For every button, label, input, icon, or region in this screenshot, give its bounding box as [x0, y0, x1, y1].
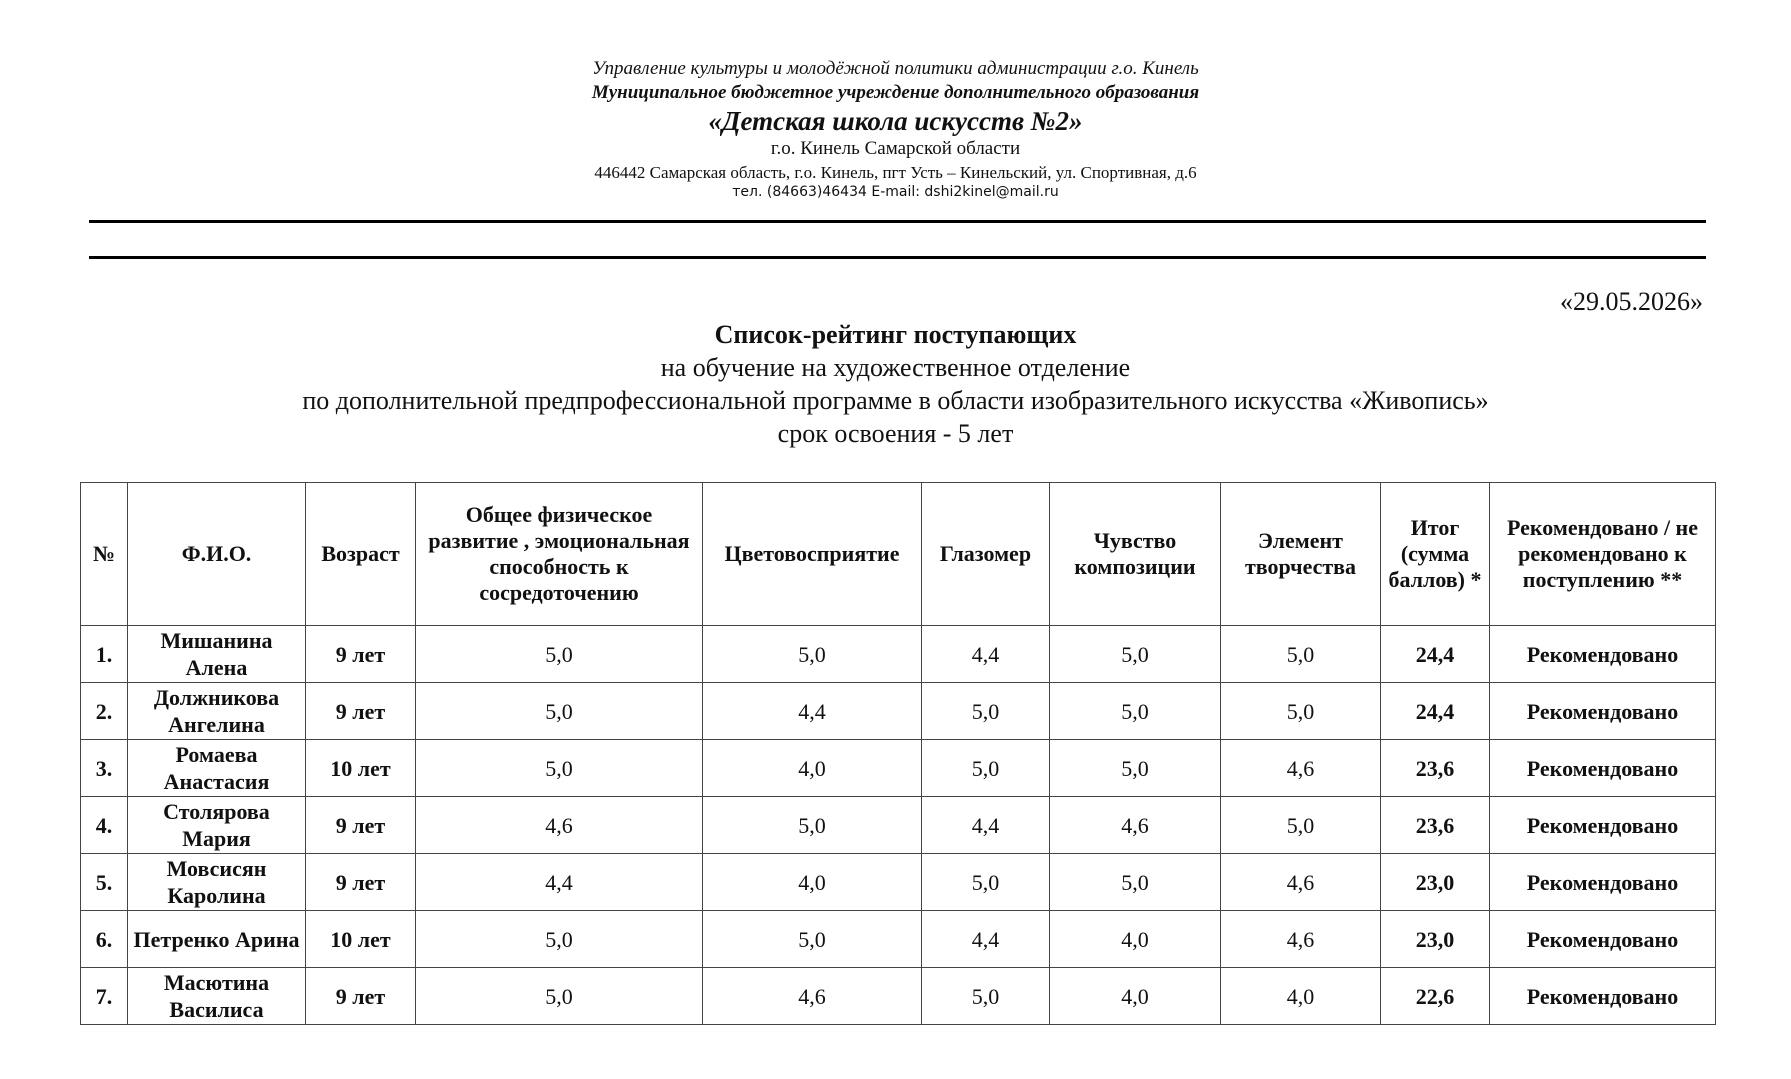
row-recommendation: Рекомендовано: [1490, 854, 1716, 911]
row-composition-score: 5,0: [1050, 854, 1221, 911]
row-creativity-score: 4,6: [1221, 740, 1381, 797]
document-subtitle-department: на обучение на художественное отделение: [660, 353, 1131, 382]
row-recommendation: Рекомендовано: [1490, 683, 1716, 740]
col-header-physical: Общее физическое развитие , эмоциональная способность к сосредоточению: [416, 483, 703, 626]
row-number: 5.: [81, 854, 128, 911]
row-eye-score: 4,4: [922, 911, 1050, 968]
table-row: [81, 968, 1716, 1025]
row-eye-score: 4,4: [922, 797, 1050, 854]
row-physical-score: 5,0: [416, 968, 703, 1025]
header-divider-bottom: [89, 256, 1706, 259]
row-fio: Столярова Мария: [128, 797, 306, 854]
col-header-recommendation: Рекомендовано / не рекомендовано к поступлению **: [1490, 483, 1716, 626]
row-age: 9 лет: [306, 683, 416, 740]
rating-table: [80, 482, 1716, 1025]
row-number: 7.: [81, 968, 128, 1025]
row-color-score: 5,0: [703, 797, 922, 854]
row-number: 6.: [81, 911, 128, 968]
row-eye-score: 5,0: [922, 740, 1050, 797]
row-physical-score: 5,0: [416, 683, 703, 740]
row-physical-score: 4,4: [416, 854, 703, 911]
row-recommendation: Рекомендовано: [1490, 626, 1716, 683]
row-color-score: 4,4: [703, 683, 922, 740]
col-header-number: №: [81, 483, 128, 626]
document-subtitle-program: по дополнительной предпрофессиональной программе в области изобразительного искусства «Живопись»: [302, 386, 1489, 415]
row-color-score: 5,0: [703, 626, 922, 683]
row-fio: Мовсисян Каролина: [128, 854, 306, 911]
row-fio: Должникова Ангелина: [128, 683, 306, 740]
row-total: 22,6: [1381, 968, 1490, 1025]
row-total: 23,6: [1381, 740, 1490, 797]
table-row: [81, 797, 1716, 854]
row-eye-score: 5,0: [922, 683, 1050, 740]
row-creativity-score: 4,6: [1221, 911, 1381, 968]
row-recommendation: Рекомендовано: [1490, 968, 1716, 1025]
table-row: [81, 740, 1716, 797]
row-eye-score: 4,4: [922, 626, 1050, 683]
row-composition-score: 5,0: [1050, 740, 1221, 797]
row-number: 4.: [81, 797, 128, 854]
row-total: 23,6: [1381, 797, 1490, 854]
header-department: Управление культуры и молодёжной политики администрации г.о. Кинель: [592, 58, 1199, 79]
row-fio: Петренко Арина: [128, 911, 306, 968]
row-age: 10 лет: [306, 740, 416, 797]
row-composition-score: 5,0: [1050, 626, 1221, 683]
col-header-age: Возраст: [306, 483, 416, 626]
row-recommendation: Рекомендовано: [1490, 911, 1716, 968]
row-recommendation: Рекомендовано: [1490, 797, 1716, 854]
row-composition-score: 4,0: [1050, 911, 1221, 968]
row-total: 24,4: [1381, 626, 1490, 683]
row-physical-score: 5,0: [416, 911, 703, 968]
header-institution-type: Муниципальное бюджетное учреждение дополнительного образования: [591, 82, 1200, 103]
row-recommendation: Рекомендовано: [1490, 740, 1716, 797]
row-total: 23,0: [1381, 911, 1490, 968]
row-color-score: 4,6: [703, 968, 922, 1025]
row-fio: Масютина Василиса: [128, 968, 306, 1025]
table-row: [81, 854, 1716, 911]
col-header-eye: Глазомер: [922, 483, 1050, 626]
header-address: 446442 Самарская область, г.о. Кинель, пгт Усть – Кинельский, ул. Спортивная, д.6: [594, 163, 1197, 182]
row-fio: Ромаева Анастасия: [128, 740, 306, 797]
header-school-name: «Детская школа искусств №2»: [708, 106, 1083, 136]
row-age: 10 лет: [306, 911, 416, 968]
row-creativity-score: 5,0: [1221, 683, 1381, 740]
row-fio: Мишанина Алена: [128, 626, 306, 683]
col-header-composition: Чувство композиции: [1050, 483, 1221, 626]
row-eye-score: 5,0: [922, 968, 1050, 1025]
row-creativity-score: 4,6: [1221, 854, 1381, 911]
row-physical-score: 4,6: [416, 797, 703, 854]
row-creativity-score: 5,0: [1221, 626, 1381, 683]
document-subtitle-duration: срок освоения - 5 лет: [777, 419, 1014, 448]
document-title: Список-рейтинг поступающих: [714, 320, 1077, 349]
row-composition-score: 4,6: [1050, 797, 1221, 854]
row-total: 24,4: [1381, 683, 1490, 740]
row-color-score: 4,0: [703, 740, 922, 797]
row-number: 2.: [81, 683, 128, 740]
header-city: г.о. Кинель Самарской области: [770, 138, 1021, 159]
row-age: 9 лет: [306, 797, 416, 854]
row-composition-score: 5,0: [1050, 683, 1221, 740]
row-physical-score: 5,0: [416, 626, 703, 683]
header-divider-top: [89, 220, 1706, 223]
table-header-row: [81, 483, 1716, 626]
row-composition-score: 4,0: [1050, 968, 1221, 1025]
row-color-score: 5,0: [703, 911, 922, 968]
table-row: [81, 911, 1716, 968]
row-creativity-score: 5,0: [1221, 797, 1381, 854]
table-row: [81, 683, 1716, 740]
col-header-color-perception: Цветовосприятие: [703, 483, 922, 626]
row-number: 1.: [81, 626, 128, 683]
col-header-fio: Ф.И.О.: [128, 483, 306, 626]
row-age: 9 лет: [306, 854, 416, 911]
document-date: «29.05.2026»: [1560, 287, 1703, 316]
col-header-creativity: Элемент творчества: [1221, 483, 1381, 626]
row-number: 3.: [81, 740, 128, 797]
row-total: 23,0: [1381, 854, 1490, 911]
table-row: [81, 626, 1716, 683]
row-age: 9 лет: [306, 626, 416, 683]
col-header-total: Итог (сумма баллов) *: [1381, 483, 1490, 626]
row-age: 9 лет: [306, 968, 416, 1025]
row-color-score: 4,0: [703, 854, 922, 911]
row-physical-score: 5,0: [416, 740, 703, 797]
row-eye-score: 5,0: [922, 854, 1050, 911]
row-creativity-score: 4,0: [1221, 968, 1381, 1025]
header-contacts: тел. (84663)46434 E-mail: dshi2kinel@mail.ru: [732, 184, 1059, 200]
